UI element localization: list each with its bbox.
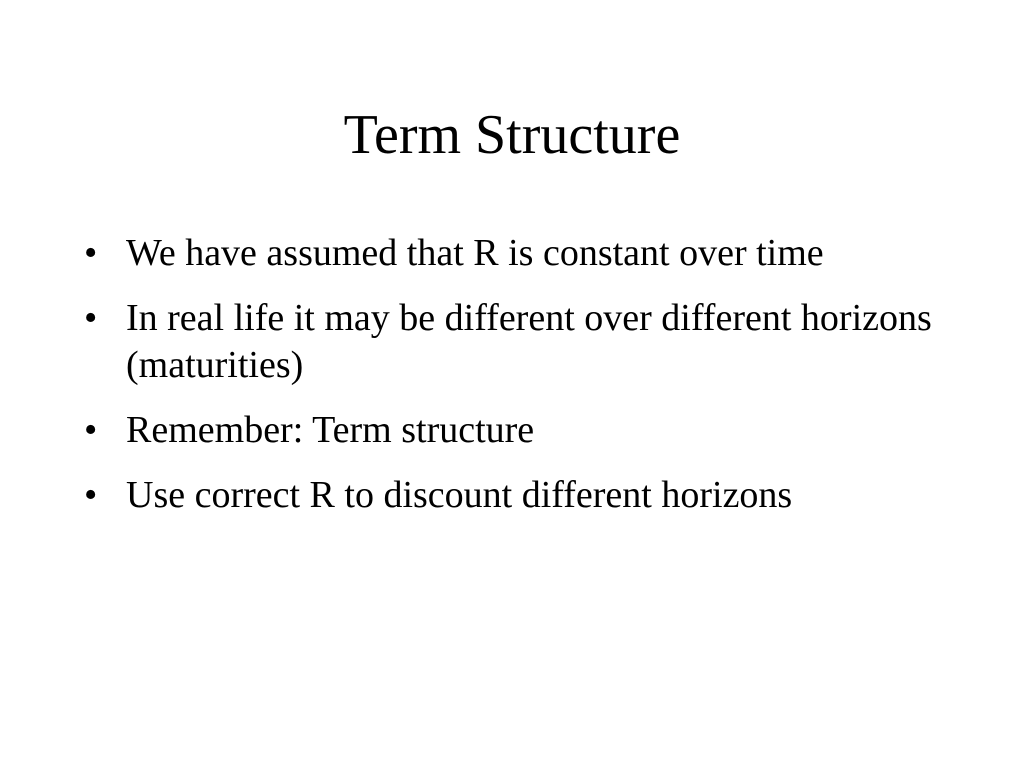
bullet-icon: • xyxy=(84,409,98,451)
bullet-icon: • xyxy=(84,474,98,516)
list-item xyxy=(84,472,964,519)
bullet-text: In real life it may be different over different horizons (maturities) xyxy=(126,297,932,386)
bullet-icon: • xyxy=(84,232,98,274)
slide-title: Term Structure xyxy=(343,104,681,166)
bullet-text: Remember: Term structure xyxy=(126,409,535,451)
list-item xyxy=(84,407,964,454)
bullet-list xyxy=(84,230,964,537)
bullet-text: Use correct R to discount different horizons xyxy=(126,474,793,516)
bullet-icon: • xyxy=(84,297,98,339)
bullet-text: We have assumed that R is constant over time xyxy=(126,232,824,274)
list-item xyxy=(84,230,964,277)
list-item xyxy=(84,295,964,389)
